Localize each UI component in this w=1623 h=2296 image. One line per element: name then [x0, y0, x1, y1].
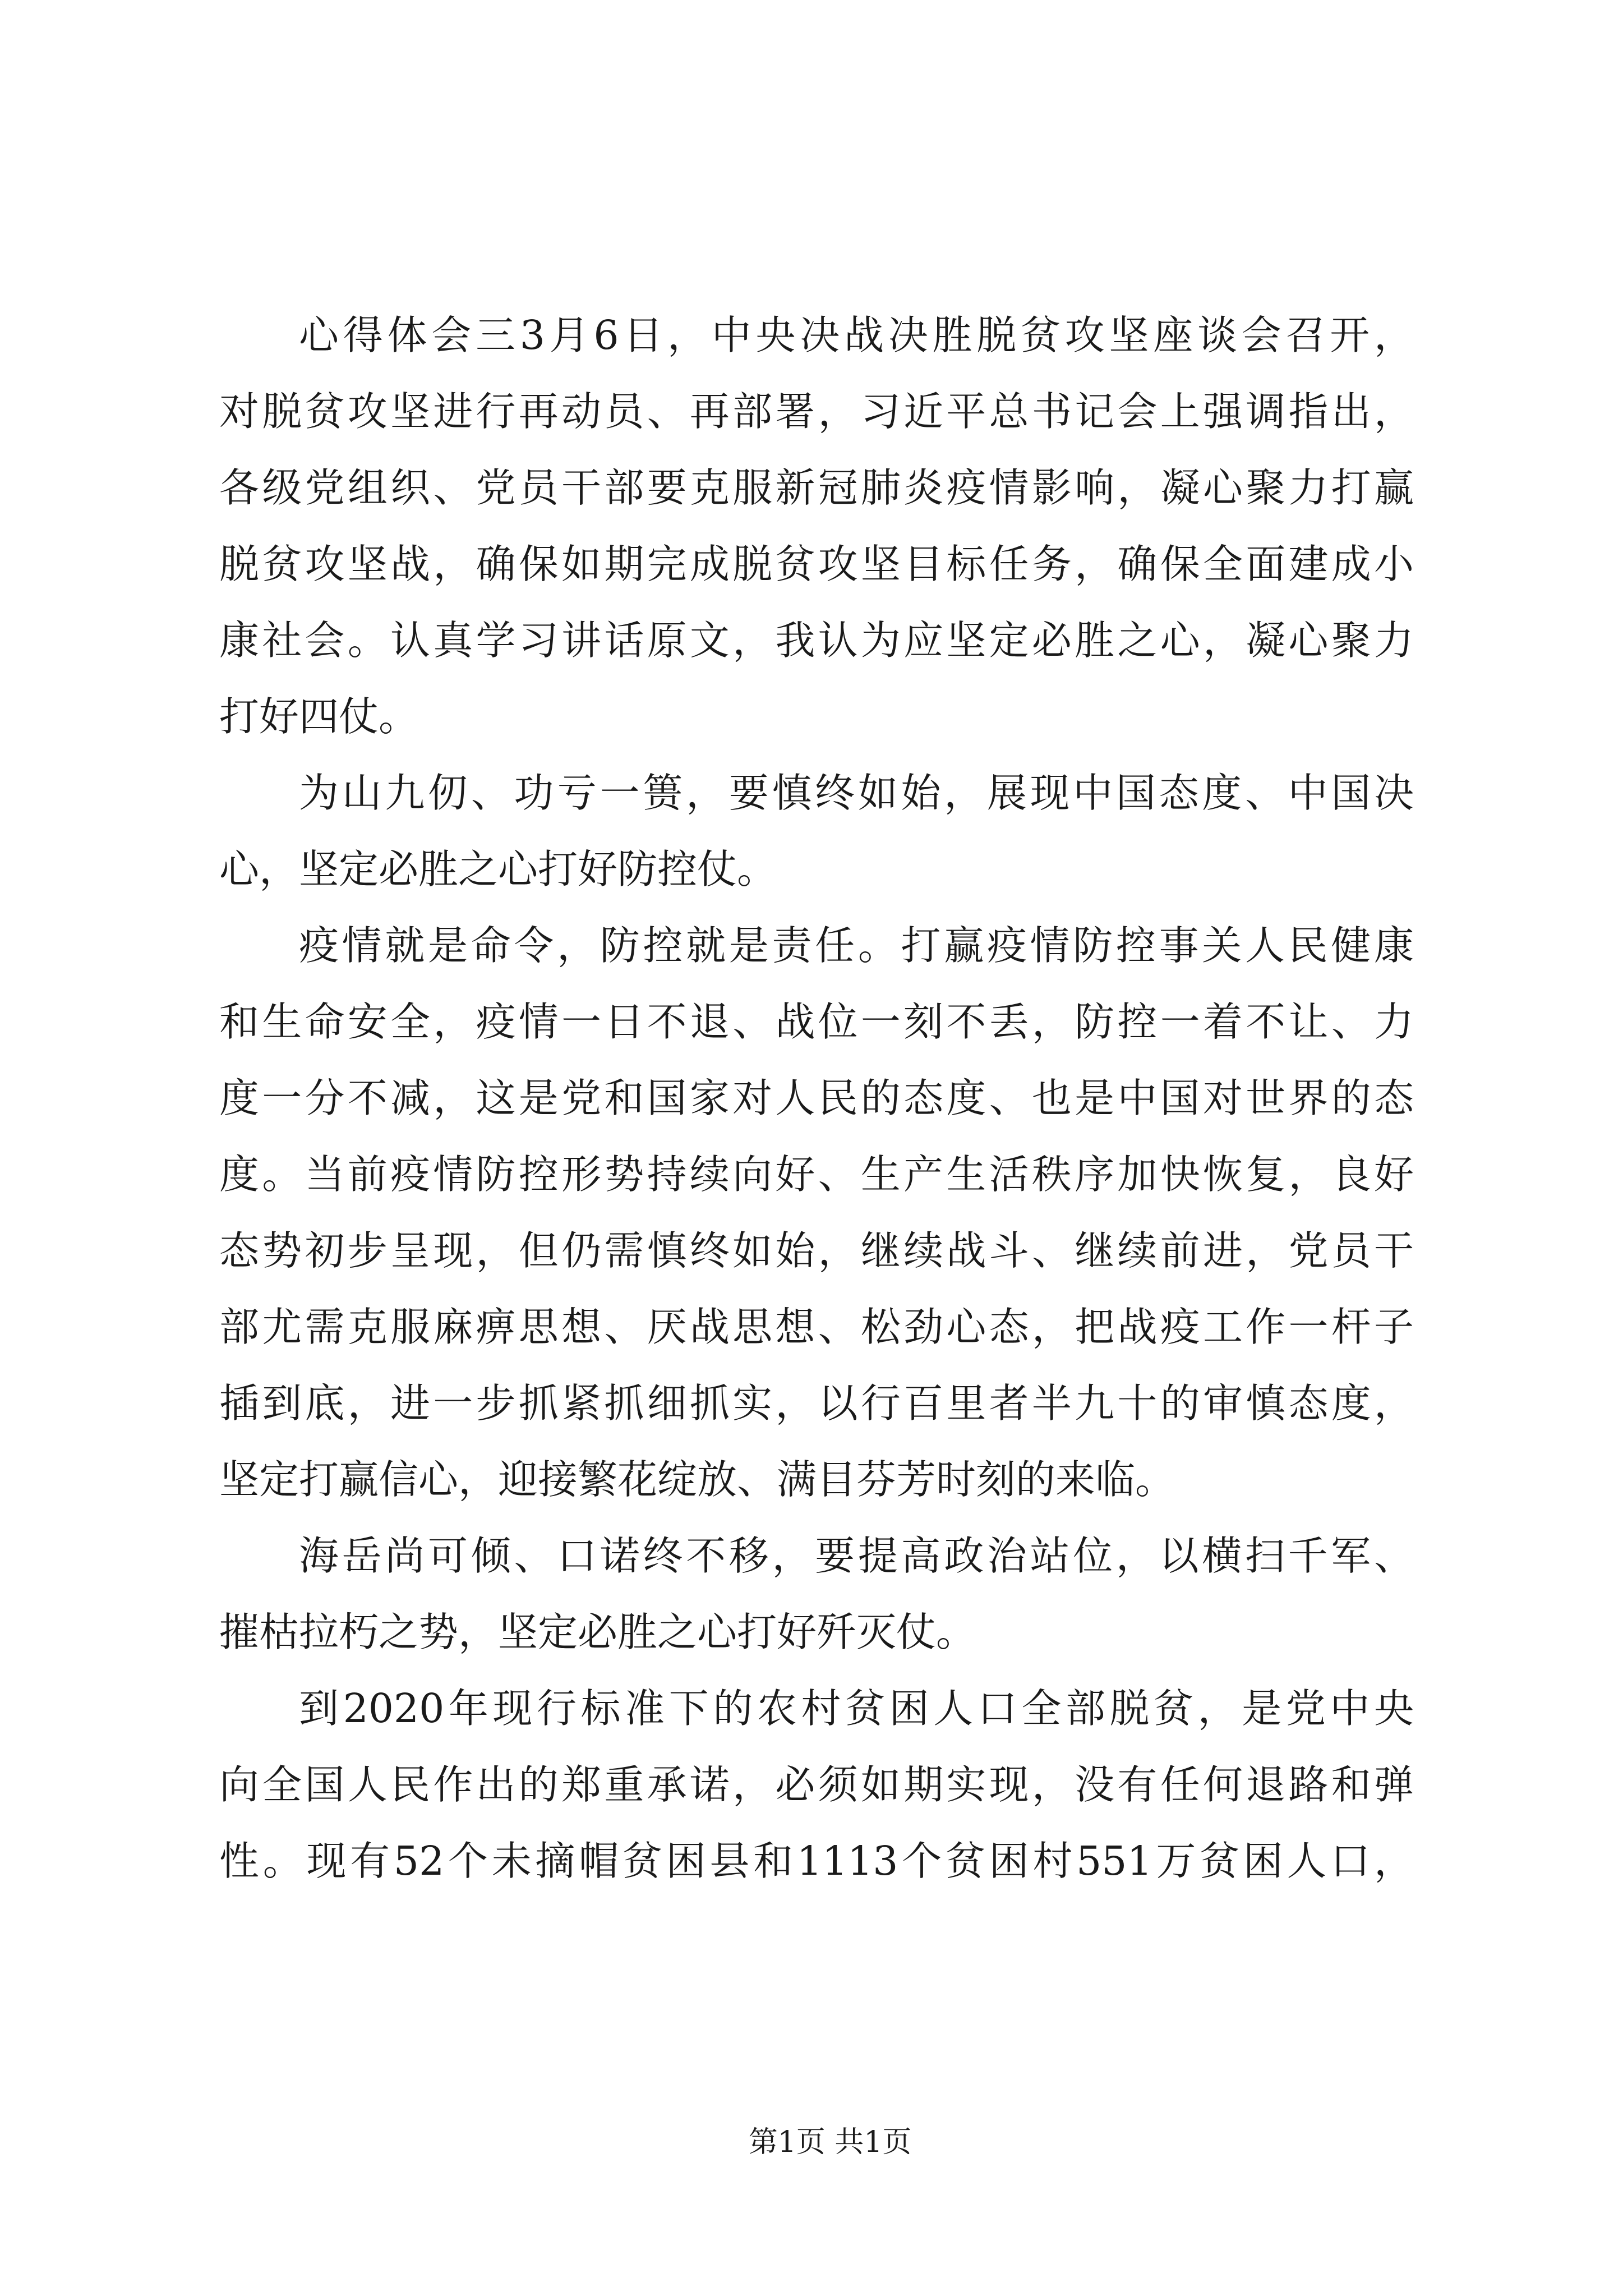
text-line: 到2020年现行标准下的农村贫困人口全部脱贫，是党中央 [299, 1685, 1414, 1732]
paragraph [219, 908, 1414, 1518]
text-line: 态势初步呈现，但仍需慎终如始，继续战斗、继续前进，党员干 [219, 1227, 1414, 1274]
text-line: 度。当前疫情防控形势持续向好、生产生活秩序加快恢复，良好 [219, 1151, 1414, 1198]
document-body [219, 297, 1414, 1899]
paragraph [219, 755, 1414, 908]
paragraph [219, 1518, 1414, 1671]
text-line: 心，坚定必胜之心打好防控仗。 [219, 846, 777, 892]
text-line: 向全国人民作出的郑重承诺，必须如期实现，没有任何退路和弹 [219, 1761, 1414, 1808]
paragraph [219, 1671, 1414, 1899]
text-line: 海岳尚可倾、口诺终不移，要提高政治站位，以横扫千军、 [299, 1533, 1414, 1579]
text-line: 性。现有52个未摘帽贫困县和1113个贫困村551万贫困人口， [219, 1838, 1414, 1884]
text-line: 心得体会三3月6日，中央决战决胜脱贫攻坚座谈会召开， [299, 312, 1414, 358]
page-number-label: 第1页 共1页 [748, 2125, 912, 2159]
text-line: 对脱贫攻坚进行再动员、再部署，习近平总书记会上强调指出， [219, 388, 1414, 435]
text-line: 插到底，进一步抓紧抓细抓实，以行百里者半九十的审慎态度， [219, 1380, 1414, 1427]
text-line: 打好四仗。 [219, 693, 419, 740]
text-line: 度一分不减，这是党和国家对人民的态度、也是中国对世界的态 [219, 1075, 1414, 1121]
text-line: 各级党组织、党员干部要克服新冠肺炎疫情影响，凝心聚力打赢 [219, 464, 1414, 511]
text-line: 和生命安全，疫情一日不退、战位一刻不丢，防控一着不让、力 [219, 999, 1414, 1045]
text-line: 部尤需克服麻痹思想、厌战思想、松劲心态，把战疫工作一杆子 [219, 1304, 1414, 1350]
page-footer [0, 2085, 1623, 2194]
text-line: 疫情就是命令，防控就是责任。打赢疫情防控事关人民健康 [299, 922, 1414, 969]
paragraph [219, 297, 1414, 755]
text-line: 康社会。认真学习讲话原文，我认为应坚定必胜之心，凝心聚力 [219, 617, 1414, 664]
text-line: 为山九仞、功亏一篑，要慎终如始，展现中国态度、中国决 [299, 770, 1414, 816]
text-line: 摧枯拉朽之势，坚定必胜之心打好歼灭仗。 [219, 1609, 976, 1655]
text-line: 脱贫攻坚战，确保如期完成脱贫攻坚目标任务，确保全面建成小 [219, 541, 1414, 587]
text-line: 坚定打赢信心，迎接繁花绽放、满目芬芳时刻的来临。 [219, 1456, 1175, 1503]
